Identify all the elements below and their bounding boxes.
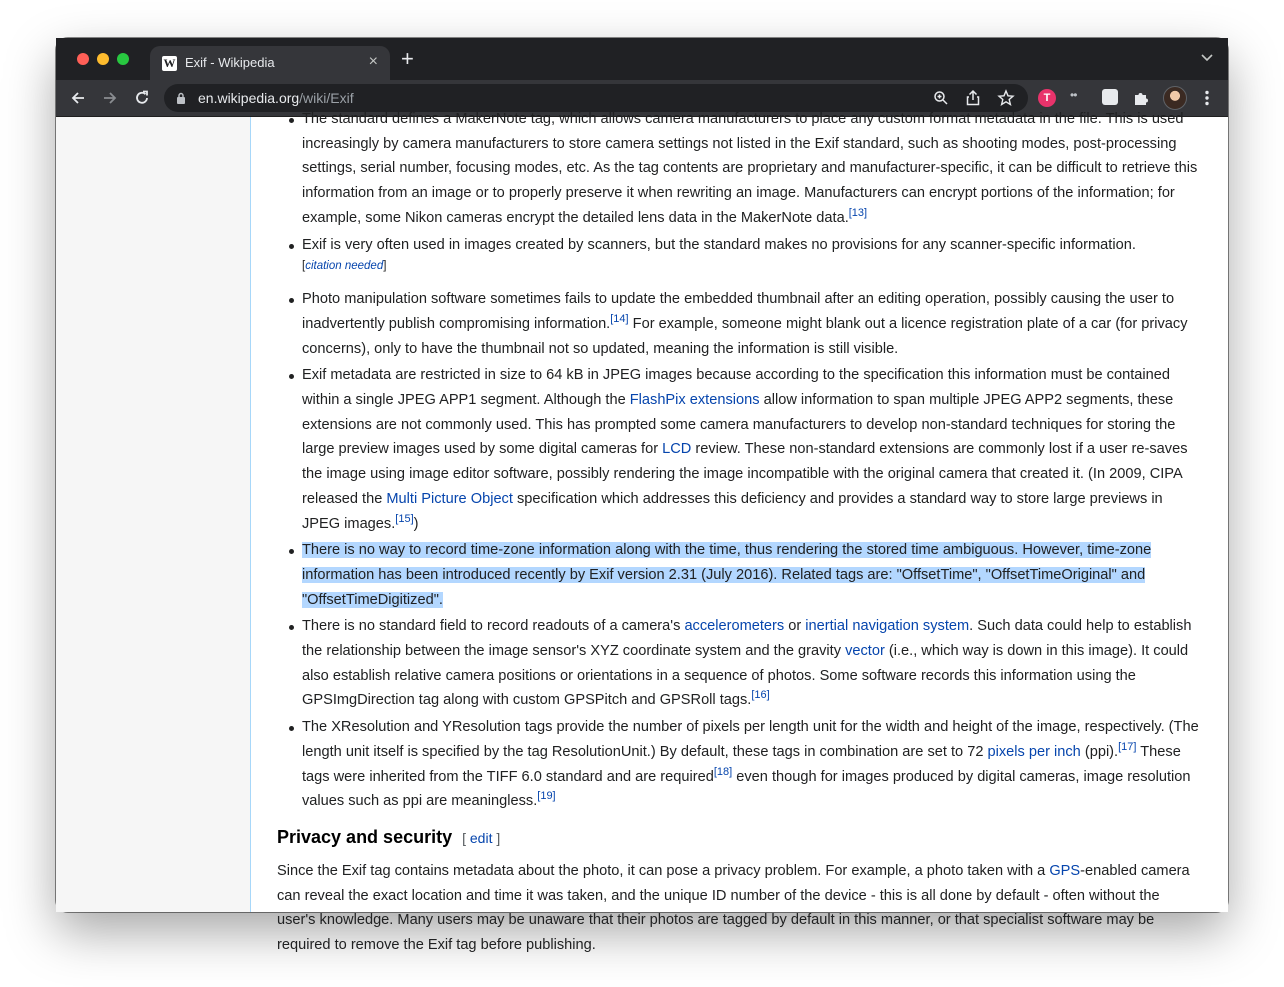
tab-strip bbox=[56, 38, 1228, 80]
article-link[interactable]: accelerometers bbox=[684, 618, 785, 635]
citation-close-bracket: ] bbox=[383, 260, 387, 273]
extension-dots-icon[interactable]: •• bbox=[1070, 88, 1077, 102]
text-run: (ppi). bbox=[1080, 743, 1119, 760]
limitations-list bbox=[277, 107, 1202, 814]
text-run: The XResolution and YResolution tags provide the number of pixels per length unit for the width and height of the image, respectively. (The length unit itself is specified by the tag ResolutionUnit.) By default, these tags in combination are set to 72 bbox=[302, 719, 1199, 760]
text-run: even though for images produced by digital cameras, image resolution values such as ppi are meaningless. bbox=[302, 768, 1191, 810]
edit-link[interactable]: edit bbox=[469, 829, 493, 846]
article-link[interactable]: GPS bbox=[1049, 862, 1081, 879]
text-run: There is no standard field to record readouts of a camera's bbox=[302, 618, 685, 635]
new-tab-button[interactable]: + bbox=[401, 46, 414, 71]
list-item bbox=[302, 107, 1202, 231]
tab-title: Exif - Wikipedia bbox=[185, 55, 275, 70]
reference-link[interactable]: [16] bbox=[751, 689, 770, 702]
reference-link[interactable]: [14] bbox=[610, 312, 629, 325]
reload-icon[interactable] bbox=[133, 89, 151, 107]
zoom-icon[interactable] bbox=[932, 89, 950, 107]
citation-needed-link[interactable]: citation needed bbox=[305, 260, 384, 273]
article-body bbox=[277, 107, 1202, 958]
url-path: /wiki/Exif bbox=[299, 90, 354, 106]
list-item bbox=[302, 614, 1202, 713]
text-run: or bbox=[784, 618, 806, 635]
list-item bbox=[302, 715, 1202, 814]
zoom-window-button[interactable] bbox=[117, 53, 129, 65]
text-run: The standard defines a MakerNote tag, which allows camera manufacturers to place any custom format metadata in the file. This is used increasingly by camera manufacturers to store camera settings not listed in the Exif standard, such as shooting modes, post-processing settings, serial number, focusing modes, etc. As the tag contents are proprietary and manufacturer-specific, it can be difficult to retrieve this information from an image or to properly preserve it when rewriting an image. Manufacturers can encrypt portions of the information; for example, some Nikon cameras encrypt the detailed lens data in the MakerNote data. bbox=[302, 111, 1198, 226]
text-run: There is no way to record time-zone information along with the time, thus rendering the stored time ambiguous. However, time-zone information has been introduced recently by Exif version 2.31 (July 2016). Related tags are: "OffsetTime", "OffsetTimeOriginal" and "OffsetTimeDigitized". bbox=[302, 542, 1152, 608]
reference-link[interactable]: [15] bbox=[395, 512, 414, 525]
extension-pink-icon[interactable]: T bbox=[1038, 89, 1056, 107]
article-link[interactable]: LCD bbox=[662, 441, 692, 458]
browser-window bbox=[56, 38, 1228, 954]
text-run: Since the Exif tag contains metadata about the photo, it can pose a privacy problem. For example, a photo taken with a bbox=[277, 862, 1050, 879]
citation-open-bracket: [ bbox=[302, 260, 306, 273]
minimize-window-button[interactable] bbox=[97, 53, 109, 65]
menu-kebab-icon[interactable] bbox=[1198, 89, 1216, 107]
lock-icon[interactable] bbox=[176, 92, 186, 104]
article-link[interactable]: FlashPix extensions bbox=[629, 392, 760, 409]
article-link[interactable]: pixels per inch bbox=[987, 743, 1081, 760]
text-run: ) bbox=[413, 515, 419, 532]
text-run: . Such data could help to establish the relationship between the image sensor's XYZ coordinate system and the gravity bbox=[302, 618, 1192, 660]
close-window-button[interactable] bbox=[77, 53, 89, 65]
url-host: en.wikipedia.org bbox=[198, 90, 300, 106]
edit-open-bracket: [ bbox=[462, 829, 466, 846]
sidebar bbox=[56, 117, 251, 912]
reference-link[interactable]: [18] bbox=[713, 765, 733, 778]
section-edit bbox=[462, 830, 500, 846]
tab-list-chevron-icon[interactable] bbox=[1200, 50, 1214, 64]
section-heading bbox=[277, 820, 1202, 855]
list-item bbox=[302, 287, 1202, 361]
bookmark-star-icon[interactable] bbox=[997, 89, 1015, 107]
tab-exif-wikipedia[interactable] bbox=[150, 46, 390, 80]
text-run: These tags were inherited from the TIFF 6.0 standard and are required bbox=[302, 743, 1181, 785]
list-item bbox=[302, 538, 1202, 612]
article-link[interactable]: inertial navigation system bbox=[805, 618, 970, 635]
privacy-paragraph bbox=[277, 859, 1202, 958]
text-run: Photo manipulation software sometimes fails to update the embedded thumbnail after an editing operation, possibly causing the user to inadvertently publish compromising information. bbox=[302, 291, 1175, 332]
text-run: Exif is very often used in images created by scanners, but the standard makes no provisions for any scanner-specific information. bbox=[302, 236, 1136, 253]
tab-close-icon[interactable]: × bbox=[368, 53, 378, 70]
text-run: specification which addresses this deficiency and provides a standard way to store large previews in JPEG images. bbox=[302, 490, 1163, 532]
url-text[interactable] bbox=[198, 90, 354, 106]
text-run: For example, someone might blank out a licence registration plate of a car (for privacy concerns), only to have the thumbnail not so updated, meaning the information is still visible. bbox=[302, 315, 1188, 357]
list-item bbox=[302, 233, 1202, 276]
edit-close-bracket: ] bbox=[496, 829, 501, 846]
text-run: (i.e., which way is down in this image). It could also establish relative camera positions or orientations in a sequence of photos. Some software records this information using the GPSImgDirection tag along with custom GPSPitch and GPSRoll tags. bbox=[302, 643, 1189, 709]
reference-link[interactable]: [17] bbox=[1118, 740, 1137, 753]
list-item bbox=[302, 363, 1202, 536]
text-run: -enabled camera can reveal the exact location and time it was taken, and the unique ID number of the device - this is all done by default - often without the user's knowledge. Many users may be unaware that their photos are tagged by default in this manner, or that specialist software may be required to remove the Exif tag before publishing. bbox=[277, 862, 1190, 954]
text-run: Exif metadata are restricted in size to 64 kB in JPEG images because according to the specification this information must be contained within a single JPEG APP1 segment. Although the bbox=[302, 367, 1170, 409]
reference-link[interactable]: [19] bbox=[537, 790, 556, 803]
extension-square-icon[interactable] bbox=[1102, 89, 1118, 105]
page-content bbox=[56, 111, 1228, 954]
section-heading-text: Privacy and security bbox=[277, 826, 453, 847]
citation-needed bbox=[302, 257, 1202, 275]
reference-link[interactable]: [13] bbox=[848, 206, 868, 219]
back-icon[interactable] bbox=[69, 89, 87, 107]
article-link[interactable]: vector bbox=[845, 643, 885, 660]
extensions-puzzle-icon[interactable] bbox=[1132, 89, 1150, 107]
forward-icon[interactable] bbox=[101, 89, 119, 107]
text-run: review. These non-standard extensions are commonly lost if a user re-saves the image using image editor software, possibly rendering the image incompatible with the original camera that created it. (In 2009, CIPA released the bbox=[302, 441, 1188, 507]
text-run: allow information to span multiple JPEG APP2 segments, these extensions are not commonly used. This has prompted some camera manufacturers to develop non-standard techniques for storing the large preview images used by some digital cameras for bbox=[302, 392, 1176, 458]
share-icon[interactable] bbox=[964, 89, 982, 107]
selected-text[interactable] bbox=[302, 542, 1151, 607]
article-link[interactable]: Multi Picture Object bbox=[386, 490, 513, 507]
wikipedia-favicon-icon: W bbox=[163, 56, 176, 70]
